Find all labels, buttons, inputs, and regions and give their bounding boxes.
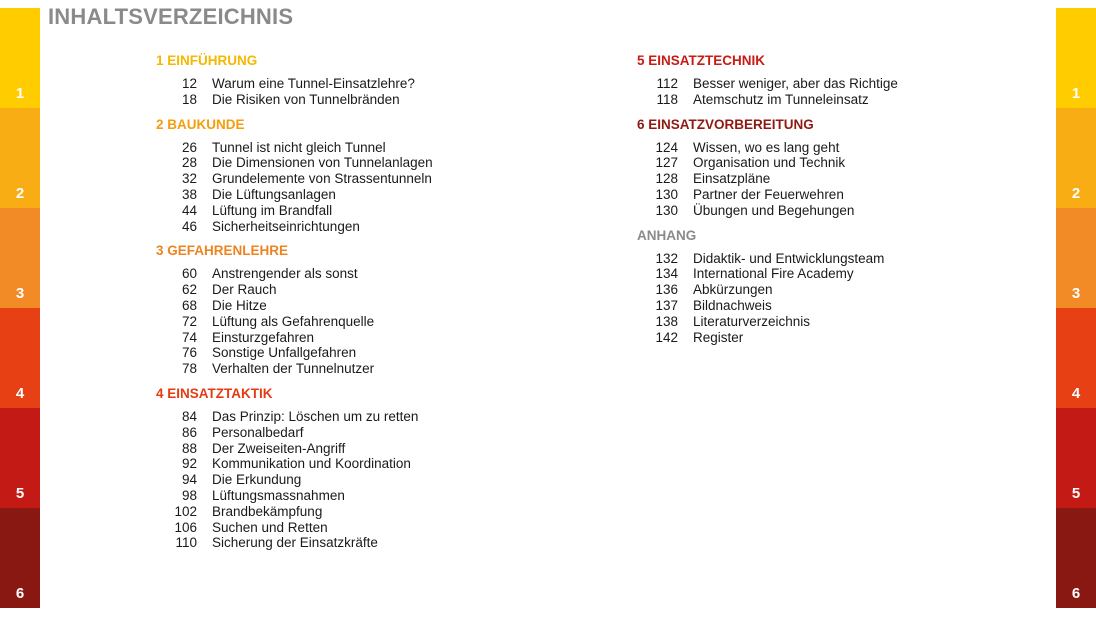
- entry-label: Verhalten der Tunnelnutzer: [212, 361, 375, 377]
- page-number: 78: [181, 361, 197, 377]
- toc-section: [156, 116, 576, 235]
- toc-entry[interactable]: [156, 425, 576, 441]
- entry-label: Sonstige Unfallgefahren: [212, 345, 357, 361]
- toc-column-right: [637, 52, 1037, 353]
- page-number: 137: [655, 297, 678, 313]
- toc-entry[interactable]: [156, 187, 576, 203]
- entry-label: Suchen und Retten: [212, 519, 328, 535]
- toc-entry[interactable]: [156, 282, 576, 298]
- page-number: 112: [656, 76, 678, 91]
- page-number: 98: [181, 487, 197, 503]
- entry-label: Literaturverzeichnis: [693, 313, 811, 329]
- entry-label: Die Erkundung: [212, 472, 302, 488]
- chapter-tabs-right: [1056, 8, 1096, 608]
- toc-entry[interactable]: [156, 441, 576, 457]
- toc-section: [156, 242, 576, 377]
- page-number: 68: [181, 297, 197, 313]
- page-number: 18: [181, 91, 197, 107]
- section-heading[interactable]: 3 GEFAHRENLEHRE: [156, 243, 289, 259]
- page-number: 28: [181, 155, 197, 171]
- toc-entry[interactable]: [637, 330, 1037, 346]
- entry-label: Lüftung im Brandfall: [212, 202, 333, 218]
- entry-label: Der Rauch: [212, 282, 277, 298]
- chapter-tab-2[interactable]: [0, 108, 40, 208]
- section-heading[interactable]: 6 EINSATZVORBEREITUNG: [637, 116, 814, 132]
- entry-label: Die Risiken von Tunnelbränden: [212, 91, 400, 107]
- page-title: INHALTSVERZEICHNIS: [48, 4, 294, 29]
- toc-entry[interactable]: [156, 520, 576, 536]
- chapter-tab-2[interactable]: [1056, 108, 1096, 208]
- page-number: 110: [175, 535, 197, 551]
- chapter-tab-number: 3: [15, 285, 25, 302]
- entry-label: Sicherung der Einsatzkräfte: [212, 535, 378, 551]
- entry-label: Der Zweiseiten-Angriff: [212, 440, 346, 456]
- page-number: 86: [181, 424, 197, 440]
- entry-label: Die Dimensionen von Tunnelanlagen: [212, 155, 433, 171]
- section-heading[interactable]: ANHANG: [637, 227, 697, 243]
- page-number: 130: [655, 202, 678, 218]
- toc-section: [156, 385, 576, 551]
- toc-entry[interactable]: [156, 140, 576, 156]
- toc-entry[interactable]: [156, 171, 576, 187]
- toc-entry[interactable]: [637, 266, 1037, 282]
- chapter-tab-number: 2: [1071, 185, 1081, 202]
- entry-label: Besser weniger, aber das Richtige: [693, 76, 898, 91]
- entry-label: Organisation und Technik: [693, 155, 846, 171]
- chapter-tab-number: 5: [1071, 485, 1081, 502]
- toc-column-left: [156, 52, 576, 559]
- chapter-tab-6[interactable]: [0, 508, 40, 608]
- page-number: 74: [181, 329, 197, 345]
- toc-entry[interactable]: [156, 92, 576, 108]
- chapter-tab-5[interactable]: [0, 408, 40, 508]
- entry-label: Tunnel ist nicht gleich Tunnel: [212, 139, 386, 155]
- toc-entry[interactable]: [637, 187, 1037, 203]
- page-number: 72: [181, 313, 197, 329]
- page-number: 142: [655, 329, 678, 345]
- toc-entry[interactable]: [156, 219, 576, 235]
- chapter-tab-5[interactable]: [1056, 408, 1096, 508]
- toc-entry[interactable]: [156, 155, 576, 171]
- toc-entry[interactable]: [156, 504, 576, 520]
- toc-section: [156, 52, 576, 108]
- entry-label: Lüftungsmassnahmen: [212, 487, 345, 503]
- toc-entry[interactable]: [156, 266, 576, 282]
- entry-label: Einsturzgefahren: [212, 329, 315, 345]
- chapter-tab-number: 6: [1071, 585, 1081, 602]
- page-number: 132: [655, 250, 678, 266]
- entry-label: Die Lüftungsanlagen: [212, 186, 336, 202]
- entry-label: Wissen, wo es lang geht: [693, 139, 840, 155]
- toc-entry[interactable]: [156, 456, 576, 472]
- page-number: 136: [655, 282, 678, 298]
- page-number: 60: [181, 266, 197, 282]
- entry-label: Atemschutz im Tunneleinsatz: [693, 91, 869, 107]
- page-number: 38: [181, 186, 197, 202]
- page-number: 62: [181, 282, 197, 298]
- page-number: 92: [181, 456, 197, 472]
- entry-label: Kommunikation und Koordination: [212, 456, 411, 472]
- section-heading[interactable]: 1 EINFÜHRUNG: [156, 53, 258, 68]
- chapter-tab-number: 3: [1071, 285, 1081, 302]
- chapter-tab-number: 4: [15, 385, 25, 402]
- toc-section: [637, 52, 1037, 108]
- page-number: 26: [181, 139, 197, 155]
- section-heading[interactable]: 2 BAUKUNDE: [156, 116, 245, 132]
- toc-entry[interactable]: [156, 361, 576, 377]
- toc-entry[interactable]: [637, 314, 1037, 330]
- entry-label: International Fire Academy: [693, 266, 854, 282]
- toc-entry[interactable]: [156, 76, 576, 92]
- chapter-tab-6[interactable]: [1056, 508, 1096, 608]
- entry-label: Bildnachweis: [693, 297, 772, 313]
- entry-label: Das Prinzip: Löschen um zu retten: [212, 408, 419, 424]
- toc-section: [637, 227, 1037, 346]
- toc-entry[interactable]: [637, 171, 1037, 187]
- toc-entry[interactable]: [637, 155, 1037, 171]
- page-number: 124: [655, 139, 678, 155]
- chapter-tab-1[interactable]: [0, 8, 40, 108]
- page-number: 32: [181, 171, 197, 187]
- chapter-tab-4[interactable]: [1056, 308, 1096, 408]
- page-number: 102: [174, 503, 197, 519]
- page-number: 76: [181, 345, 197, 361]
- page-number: 127: [655, 155, 678, 171]
- entry-label: Anstrengender als sonst: [212, 266, 358, 282]
- toc-section: [637, 116, 1037, 219]
- page-number: 128: [655, 171, 678, 187]
- chapter-tab-number: 2: [15, 185, 25, 202]
- toc-entry[interactable]: [156, 298, 576, 314]
- toc-entry[interactable]: [156, 345, 576, 361]
- section-heading[interactable]: 5 EINSATZTECHNIK: [637, 53, 766, 68]
- toc-entry[interactable]: [156, 535, 576, 551]
- entry-label: Abkürzungen: [693, 282, 773, 298]
- chapter-tabs-left: [0, 8, 40, 608]
- entry-label: Brandbekämpfung: [212, 503, 323, 519]
- toc-entry[interactable]: [637, 203, 1037, 219]
- entry-label: Didaktik- und Entwicklungsteam: [693, 250, 885, 266]
- page-number: 118: [656, 91, 678, 107]
- entry-label: Register: [693, 329, 744, 345]
- page-number: 12: [181, 76, 197, 91]
- toc-entry[interactable]: [156, 330, 576, 346]
- chapter-tab-3[interactable]: [0, 208, 40, 308]
- toc-entry[interactable]: [637, 298, 1037, 314]
- toc-entry[interactable]: [156, 203, 576, 219]
- page-number: 134: [655, 266, 678, 282]
- chapter-tab-number: 1: [15, 85, 25, 102]
- toc-entry[interactable]: [637, 140, 1037, 156]
- page-number: 88: [181, 440, 197, 456]
- chapter-tab-number: 1: [1071, 85, 1081, 102]
- entry-label: Personalbedarf: [212, 424, 304, 440]
- entry-label: Partner der Feuerwehren: [693, 186, 844, 202]
- page-number: 106: [174, 519, 197, 535]
- toc-entry[interactable]: [637, 282, 1037, 298]
- chapter-tab-3[interactable]: [1056, 208, 1096, 308]
- toc-entry[interactable]: [156, 409, 576, 425]
- entry-label: Übungen und Begehungen: [693, 202, 855, 218]
- toc-entry[interactable]: [156, 488, 576, 504]
- page-number: 84: [181, 408, 197, 424]
- chapter-tab-number: 5: [15, 485, 25, 502]
- toc-entry[interactable]: [637, 92, 1037, 108]
- chapter-tab-number: 6: [15, 585, 25, 602]
- toc-entry[interactable]: [637, 251, 1037, 267]
- toc-entry[interactable]: [637, 76, 1037, 92]
- toc-entry[interactable]: [156, 314, 576, 330]
- entry-label: Einsatzpläne: [693, 171, 771, 187]
- toc-entry[interactable]: [156, 472, 576, 488]
- chapter-tab-1[interactable]: [1056, 8, 1096, 108]
- page-number: 46: [181, 218, 197, 234]
- entry-label: Lüftung als Gefahrenquelle: [212, 313, 375, 329]
- section-heading[interactable]: 4 EINSATZTAKTIK: [156, 385, 273, 401]
- chapter-tab-number: 4: [1071, 385, 1081, 402]
- page-number: 138: [655, 313, 678, 329]
- entry-label: Sicherheitseinrichtungen: [212, 218, 360, 234]
- page-number: 94: [181, 472, 197, 488]
- entry-label: Die Hitze: [212, 297, 267, 313]
- page-number: 44: [181, 202, 197, 218]
- chapter-tab-4[interactable]: [0, 308, 40, 408]
- page-number: 130: [655, 186, 678, 202]
- entry-label: Warum eine Tunnel-Einsatzlehre?: [212, 76, 415, 91]
- entry-label: Grundelemente von Strassentunneln: [212, 171, 432, 187]
